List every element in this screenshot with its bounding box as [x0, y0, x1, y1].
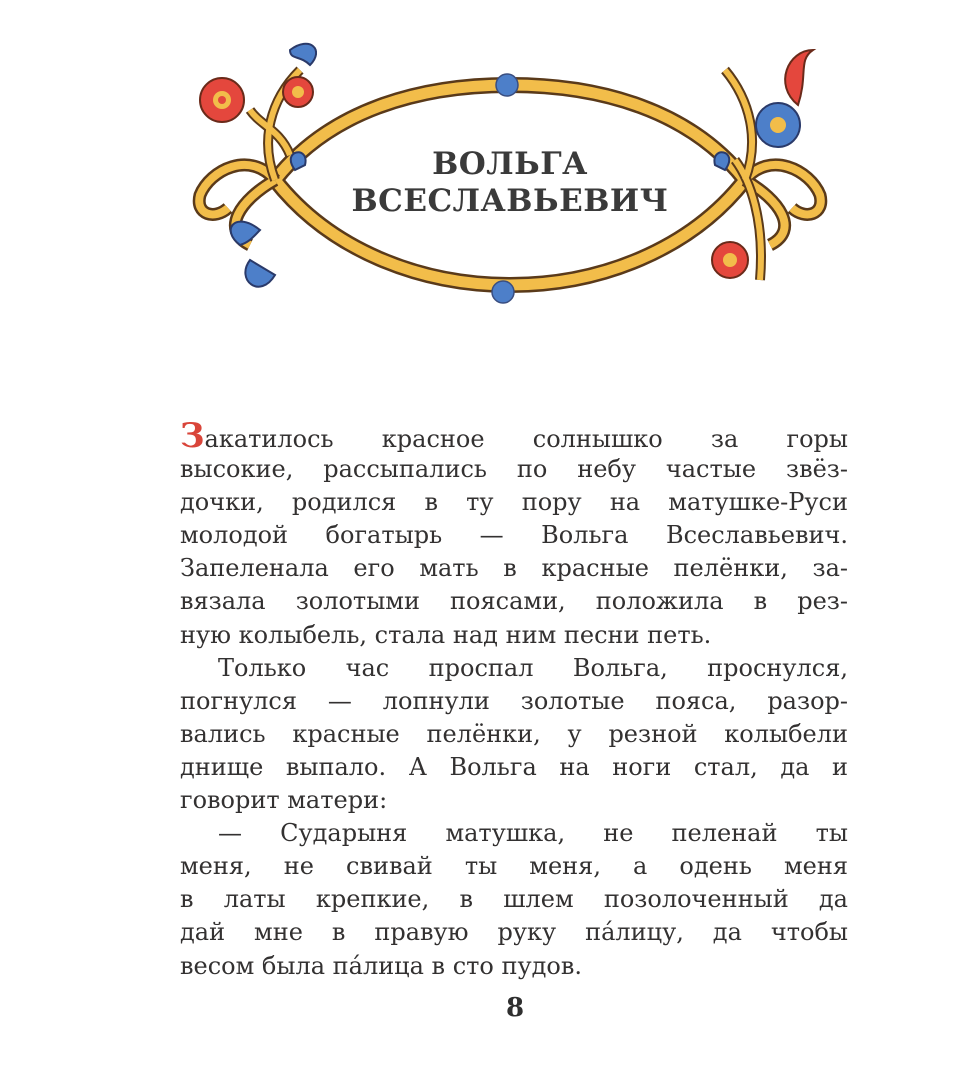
red-flower-icon	[712, 242, 748, 278]
red-flower-icon	[283, 77, 313, 107]
text-line: погнулся — лопнули золотые пояса, разор-	[180, 686, 848, 715]
text-line: весом была пáлица в сто пудов.	[180, 951, 582, 980]
text-line: в латы крепкие, в шлем позолоченный да	[180, 885, 848, 914]
bottom-dot	[492, 281, 514, 303]
text-line: вались красные пелёнки, у резной колыбели	[180, 719, 848, 748]
text-line: высокие, рассыпались по небу частые звёз-	[180, 455, 848, 484]
text-line: вязала золотыми поясами, положила в рез-	[180, 587, 848, 616]
text-line: говорит матери:	[180, 786, 388, 815]
text-line: — Сударыня матушка, не пеленай ты	[218, 819, 848, 848]
title-line-2: ВСЕСЛАВЬЕВИЧ	[351, 183, 669, 219]
blue-flower-icon	[756, 103, 800, 147]
text-line: дочки, родился в ту пору на матушке-Руси	[180, 488, 848, 517]
text-line: днище выпало. А Вольга на ноги стал, да и	[180, 752, 848, 781]
paragraph-2	[180, 652, 848, 817]
story-title	[300, 146, 720, 220]
text-line: ную колыбель, стала над ним песни петь.	[180, 620, 712, 649]
red-flower-icon	[200, 78, 244, 122]
blue-leaf-icon	[290, 44, 316, 65]
red-flame-flower-icon	[785, 50, 813, 105]
story-text	[180, 416, 848, 983]
text-line: дай мне в правую руку пáлицу, да чтобы	[180, 918, 848, 947]
text-line: Запеленала его мать в красные пелёнки, за-	[180, 554, 848, 583]
page-number: 8	[505, 993, 525, 1023]
title-line-1: ВОЛЬГА	[432, 146, 588, 182]
text-line: Только час проспал Вольга, проснулся,	[218, 653, 848, 682]
text-line: меня, не свивай ты меня, а одень меня	[180, 852, 848, 881]
top-dot	[496, 74, 518, 96]
text-line: Закатилось красное солнышко за горы	[180, 416, 848, 456]
blue-leaf-icon	[231, 222, 275, 287]
paragraph-1	[180, 416, 848, 652]
paragraph-3	[180, 817, 848, 982]
text-line: молодой богатырь — Вольга Всеславьевич.	[180, 521, 848, 550]
drop-cap: З	[180, 416, 205, 456]
